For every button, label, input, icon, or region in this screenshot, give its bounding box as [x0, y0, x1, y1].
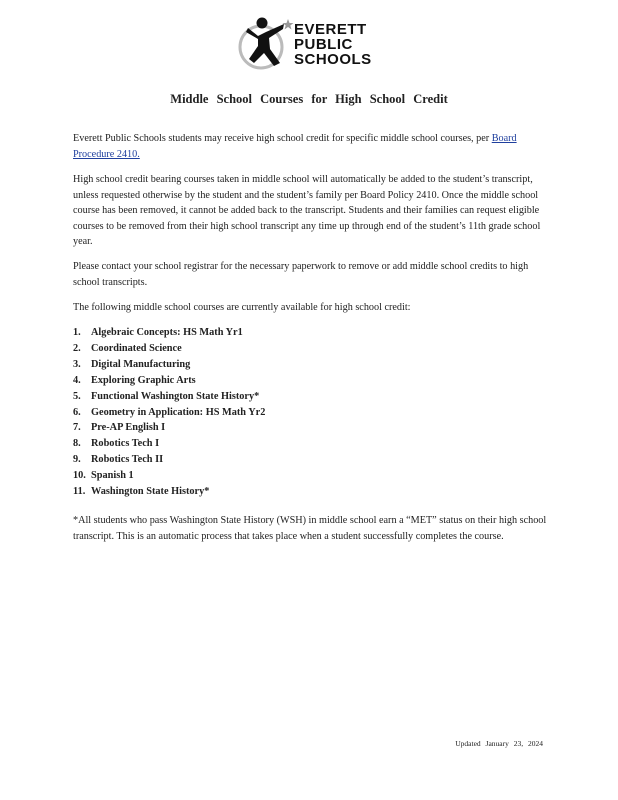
- course-list-item: [73, 405, 265, 421]
- course-number: 5.: [73, 390, 81, 402]
- document-title: Middle School Courses for High School Credit: [170, 92, 448, 106]
- course-name: Geometry in Application: HS Math Yr2: [91, 406, 266, 418]
- logo-line-3: SCHOOLS: [294, 51, 372, 68]
- course-name: Coordinated Science: [91, 342, 182, 354]
- course-number: 4.: [73, 374, 81, 386]
- course-number: 1.: [73, 327, 81, 338]
- board-procedure-link[interactable]: Board Procedure 2410.: [73, 133, 517, 160]
- course-name: Robotics Tech I: [91, 438, 160, 450]
- course-list-item: [73, 373, 265, 389]
- course-number: 10.: [73, 470, 86, 482]
- intro-text: Everett Public Schools students may receive high school credit for specific middle school courses, per: [73, 133, 492, 144]
- course-name: Robotics Tech II: [91, 454, 164, 466]
- transcript-policy-paragraph: High school credit bearing courses taken in middle school will automatically be added to the student’s transcript, unless requested otherwise by the student and the student’s family per Board Policy 2410. Once the middle school course has been removed, it cannot be added back to the transcript. Students and their families can request eligible courses to be removed from their high school transcript any time up through end of the student’s 11th grade school year.: [73, 174, 541, 247]
- course-list-item: [73, 468, 265, 484]
- course-number: 11.: [73, 486, 86, 498]
- course-number: 7.: [73, 422, 81, 434]
- course-name: Pre-AP English I: [91, 422, 166, 434]
- course-list-item: [73, 436, 265, 452]
- course-number: 8.: [73, 438, 81, 450]
- course-list-item: [73, 389, 265, 405]
- logo-line-2: PUBLIC: [294, 36, 353, 53]
- intro-paragraph: [73, 131, 548, 162]
- course-list: [73, 325, 265, 500]
- updated-date: Updated January 23, 2024: [455, 739, 543, 748]
- course-number: 9.: [73, 454, 81, 466]
- course-list-item: [73, 325, 265, 341]
- person-figure-icon: [236, 16, 294, 74]
- course-list-item: [73, 420, 265, 436]
- wsh-note-paragraph: *All students who pass Washington State History (WSH) in middle school earn a “MET” status on their high school transcript. This is an automatic process that takes place when a student successfully completes the course.: [73, 515, 547, 542]
- course-list-item: [73, 452, 265, 468]
- course-number: 2.: [73, 342, 81, 354]
- course-list-item: [73, 357, 265, 373]
- courses-intro-paragraph: The following middle school courses are currently available for high school credit:: [73, 302, 411, 313]
- course-name: Exploring Graphic Arts: [91, 374, 196, 386]
- course-list-item: [73, 341, 265, 357]
- logo-line-1: EVERETT: [294, 21, 367, 38]
- course-number: 6.: [73, 406, 81, 418]
- course-name: Washington State History*: [91, 486, 210, 498]
- course-number: 3.: [73, 358, 81, 370]
- course-name: Functional Washington State History*: [91, 390, 260, 402]
- course-name: Algebraic Concepts: HS Math Yr1: [91, 327, 243, 338]
- course-name: Spanish 1: [91, 470, 134, 482]
- course-list-item: [73, 484, 265, 500]
- course-name: Digital Manufacturing: [91, 358, 191, 370]
- registrar-paragraph: Please contact your school registrar for the necessary paperwork to remove or add middle school credits to high school transcripts.: [73, 261, 529, 288]
- logo-wordmark: [294, 22, 372, 67]
- district-logo: [236, 16, 382, 74]
